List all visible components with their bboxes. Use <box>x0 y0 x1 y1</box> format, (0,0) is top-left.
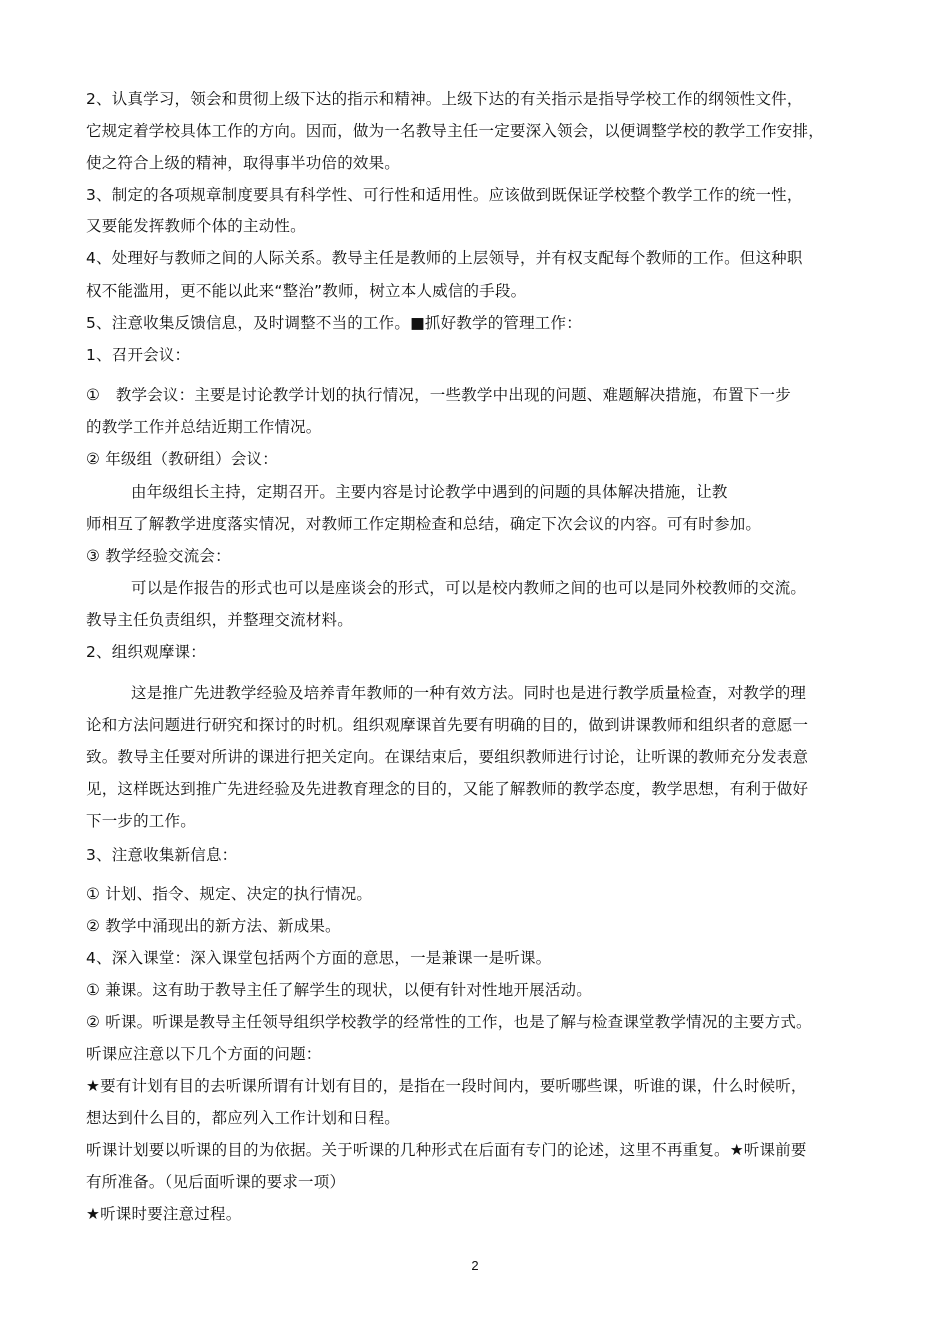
text-line: ③ 教学经验交流会： <box>86 547 231 565</box>
text-line: 下一步的工作。 <box>86 812 196 830</box>
text-line: ① 兼课。这有助于教导主任了解学生的现状，以便有针对性地开展活动。 <box>86 981 592 999</box>
text-line: 使之符合上级的精神，取得事半功倍的效果。 <box>86 154 401 172</box>
text-line: ② 听课。听课是教导主任领导组织学校教学的经常性的工作，也是了解与检查课堂教学情况的主要方式。 <box>86 1013 812 1031</box>
text-line: ★听课时要注意过程。 <box>86 1205 242 1223</box>
section-heading: 2、组织观摩课： <box>86 643 206 661</box>
text-line: 5、注意收集反馈信息，及时调整不当的工作。■抓好教学的管理工作： <box>86 314 582 332</box>
text-line: 3、制定的各项规章制度要具有科学性、可行性和适用性。应该做到既保证学校整个教学工作的统一性， <box>86 186 803 204</box>
text-line: 又要能发挥教师个体的主动性。 <box>86 217 306 235</box>
text-line: 见，这样既达到推广先进经验及先进教育理念的目的，又能了解教师的教学态度，教学思想，有利于做好 <box>86 780 809 798</box>
text-line: 致。教导主任要对所讲的课进行把关定向。在课结束后，要组织教师进行讨论，让听课的教师充分发表意 <box>86 748 809 766</box>
text-line: 权不能滥用，更不能以此来“整治”教师，树立本人威信的手段。 <box>86 282 527 300</box>
text-line: ① 教学会议：主要是讨论教学计划的执行情况，一些教学中出现的问题、难题解决措施，布置下一步 <box>86 386 791 404</box>
text-line: 的教学工作并总结近期工作情况。 <box>86 418 322 436</box>
text-line: ★要有计划有目的去听课所谓有计划有目的，是指在一段时间内，要听哪些课，听谁的课，什么时候听， <box>86 1077 807 1095</box>
text-line: 可以是作报告的形式也可以是座谈会的形式，可以是校内教师之间的也可以是同外校教师的交流。 <box>131 579 807 597</box>
text-line: 有所准备。（见后面听课的要求一项） <box>86 1173 346 1191</box>
page-number: 2 <box>471 1258 479 1273</box>
text-line: 这是推广先进教学经验及培养青年教师的一种有效方法。同时也是进行教学质量检查，对教学的理 <box>131 684 807 702</box>
text-line: 师相互了解教学进度落实情况，对教师工作定期检查和总结，确定下次会议的内容。可有时参加。 <box>86 515 762 533</box>
text-line: ② 年级组（教研组）会议： <box>86 450 278 468</box>
text-line: 听课应注意以下几个方面的问题： <box>86 1045 322 1063</box>
text-line: 2、认真学习，领会和贯彻上级下达的指示和精神。上级下达的有关指示是指导学校工作的纲领性文件， <box>86 90 803 108</box>
text-line: 由年级组长主持，定期召开。主要内容是讨论教学中遇到的问题的具体解决措施，让教 <box>131 483 728 501</box>
text-line: ② 教学中涌现出的新方法、新成果。 <box>86 917 341 935</box>
text-line: 4、处理好与教师之间的人际关系。教导主任是教师的上层领导，并有权支配每个教师的工作。但这种职 <box>86 249 803 267</box>
text-line: 它规定着学校具体工作的方向。因而，做为一名教导主任一定要深入领会，以便调整学校的教学工作安排， <box>86 122 824 140</box>
text-line: ① 计划、指令、规定、决定的执行情况。 <box>86 885 373 903</box>
text-line: 论和方法问题进行研究和探讨的时机。组织观摩课首先要有明确的目的，做到讲课教师和组织者的意愿一 <box>86 716 809 734</box>
text-line: 教导主任负责组织，并整理交流材料。 <box>86 611 353 629</box>
text-line: 听课计划要以听课的目的为依据。关于听课的几种形式在后面有专门的论述，这里不再重复。★听课前要 <box>86 1141 807 1159</box>
section-heading: 1、召开会议： <box>86 346 191 364</box>
text-line: 想达到什么目的，都应列入工作计划和日程。 <box>86 1109 401 1127</box>
section-heading: 4、深入课堂：深入课堂包括两个方面的意思，一是兼课一是听课。 <box>86 949 552 967</box>
section-heading: 3、注意收集新信息： <box>86 846 238 864</box>
